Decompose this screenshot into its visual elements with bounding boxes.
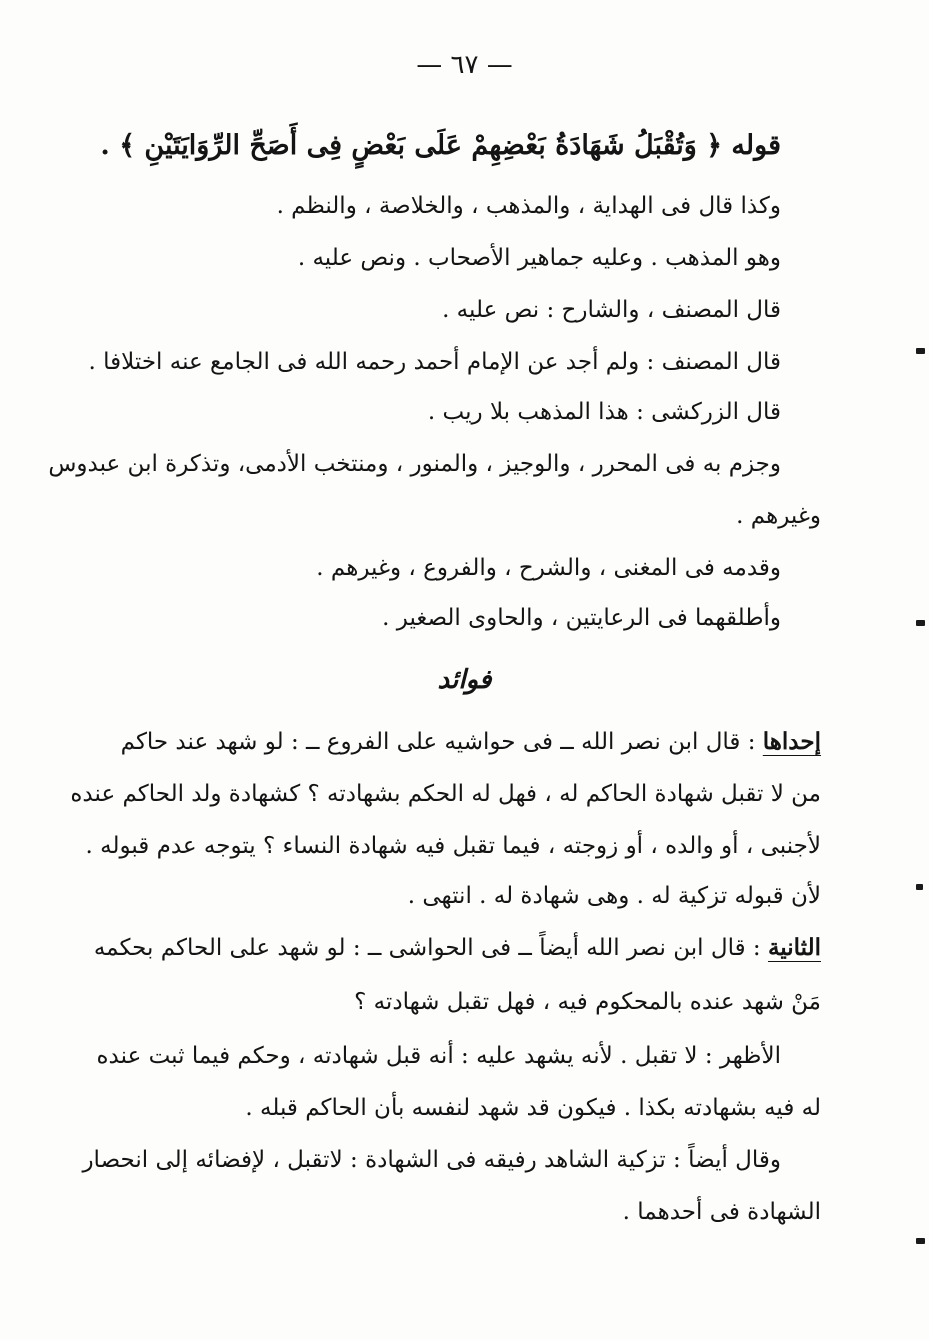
benefit-two-label: الثانية — [767, 934, 821, 961]
body-line: قال المصنف ، والشارح : نص عليه . — [442, 297, 781, 323]
body-line: وكذا قال فى الهداية ، والمذهب ، والخلاصة ، والنظم . — [276, 193, 781, 219]
body-line: له فيه بشهادته بكذا . فيكون قد شهد لنفسه بأن الحاكم قبله . — [245, 1095, 821, 1121]
margin-mark — [916, 1238, 925, 1244]
benefit-two-first-line — [93, 928, 821, 968]
body-line: لأن قبوله تزكية له . وهى شهادة له . انتهى . — [407, 883, 821, 909]
body-line: من لا تقبل شهادة الحاكم له ، فهل له الحكم بشهادته ؟ كشهادة ولد الحاكم عنده — [70, 781, 821, 807]
body-line: مَنْ شهد عنده بالمحكوم فيه ، فهل تقبل شهادته ؟ — [354, 989, 821, 1015]
body-line: وأطلقهما فى الرعايتين ، والحاوى الصغير . — [382, 605, 781, 631]
section-title: فوائد — [437, 665, 492, 695]
body-line: وقدمه فى المغنى ، والشرح ، والفروع ، وغيرهم . — [316, 555, 781, 581]
benefit-one-text: : قال ابن نصر الله ــ فى حواشيه على الفروع ــ : لو شهد عند حاكم — [120, 729, 763, 755]
body-line: الشهادة فى أحدهما . — [622, 1199, 821, 1225]
body-line: لأجنبى ، أو والده ، أو زوجته ، فيما تقبل فيه شهادة النساء ؟ يتوجه عدم قبوله . — [85, 833, 821, 859]
body-line: وغيرهم . — [736, 503, 821, 529]
page-number: — ٦٧ — — [416, 50, 513, 80]
body-line: وقال أيضاً : تزكية الشاهد رفيقه فى الشهادة : لاتقبل ، لإفضائه إلى انحصار — [82, 1147, 781, 1173]
body-line: قال المصنف : ولم أجد عن الإمام أحمد رحمه الله فى الجامع عنه اختلافا . — [88, 349, 781, 375]
passage-heading: قوله ﴿ وَتُقْبَلُ شَهَادَةُ بَعْضِهِمْ عَلَى بَعْضٍ فِى أَصَحِّ الرِّوَايَتَيْنِ ﴾ . — [100, 130, 781, 161]
body-line: الأظهر : لا تقبل . لأنه يشهد عليه : أنه قبل شهادته ، وحكم فيما ثبت عنده — [96, 1043, 781, 1069]
benefit-two-text: : قال ابن نصر الله أيضاً ــ فى الحواشى ــ : لو شهد على الحاكم بحكمه — [93, 935, 768, 961]
body-line: قال الزركشى : هذا المذهب بلا ريب . — [427, 399, 781, 425]
margin-mark — [916, 620, 925, 626]
benefit-one-first-line — [111, 722, 821, 762]
margin-mark — [916, 884, 923, 890]
body-line: وهو المذهب . وعليه جماهير الأصحاب . ونص عليه . — [297, 245, 781, 271]
benefit-one-label: إحداها — [762, 728, 821, 755]
margin-mark — [916, 348, 925, 354]
body-line: وجزم به فى المحرر ، والوجيز ، والمنور ، ومنتخب الأدمى، وتذكرة ابن عبدوس — [48, 451, 781, 477]
